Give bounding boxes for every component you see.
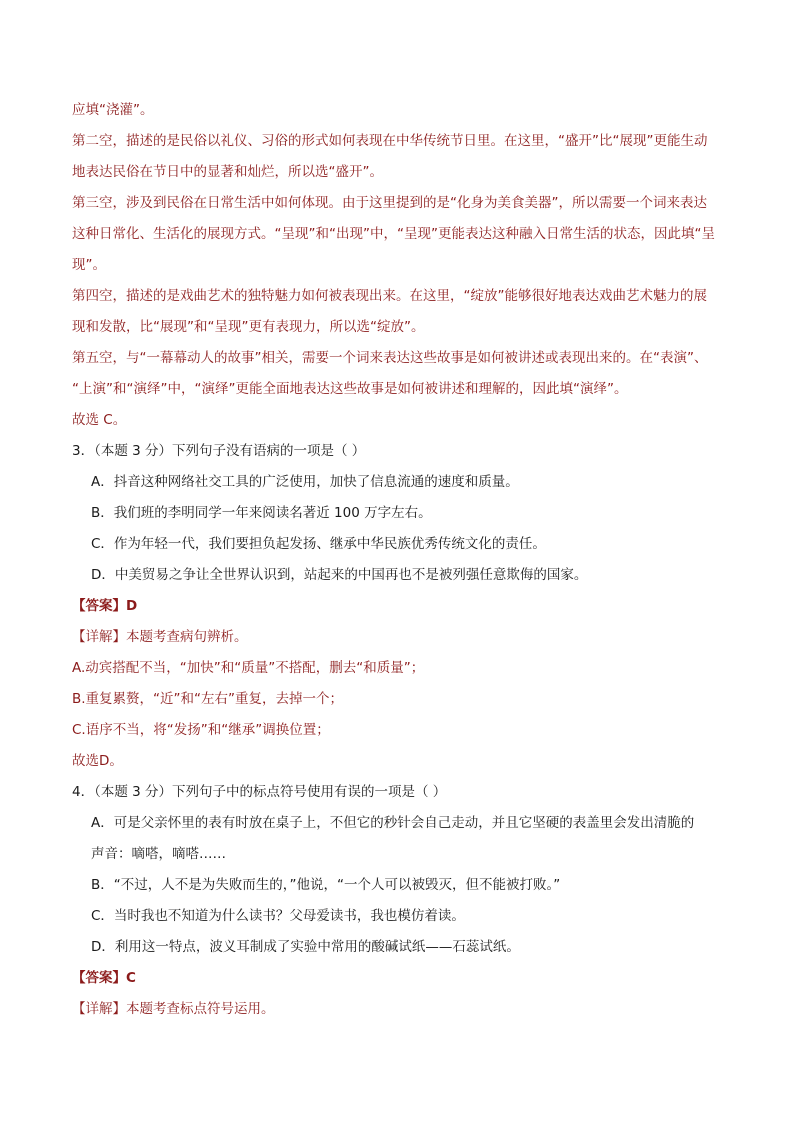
question-4-option-a: A．可是父亲怀里的表有时放在桌子上，不但它的秒针会自己走动，并且它坚硬的表盖里会发出清脆的 <box>91 815 695 831</box>
question-4-option-d: D．利用这一特点，波义耳制成了实验中常用的酸碱试纸——石蕊试纸。 <box>91 939 520 955</box>
question-4-option-b: B．“不过，人不是为失败而生的，”他说，“一个人可以被毁灭，但不能被打败。” <box>91 877 561 893</box>
question-3-explain-c: C.语序不当，将“发扬”和“继承”调换位置； <box>72 722 330 738</box>
analysis-line-4: 第三空，涉及到民俗在日常生活中如何体现。由于这里提到的是“化身为美食美器”，所以需要一个词来表达 <box>72 195 707 211</box>
analysis-line-3: 地表达民俗在节日中的显著和灿烂，所以选“盛开”。 <box>72 164 383 180</box>
question-4-explain-title: 【详解】本题考查标点符号运用。 <box>72 1001 275 1017</box>
analysis-line-9: 第五空，与“一幕幕动人的故事”相关，需要一个词来表达这些故事是如何被讲述或表现出来的。在“表演”、 <box>72 350 708 366</box>
conclusion-line: 故选 C。 <box>72 412 127 428</box>
question-3-option-c: C．作为年轻一代，我们要担负起发扬、继承中华民族优秀传统文化的责任。 <box>91 536 546 552</box>
analysis-line-7: 第四空，描述的是戏曲艺术的独特魅力如何被表现出来。在这里，“绽放”能够很好地表达戏曲艺术魅力的展 <box>72 288 707 304</box>
question-3-explain-b: B.重复累赘，“近”和“左右”重复，去掉一个； <box>72 691 344 707</box>
analysis-line-10: “上演”和“演绎”中，“演绎”更能全面地表达这些故事是如何被讲述和理解的，因此填“演绎”。 <box>72 381 628 397</box>
analysis-line-5: 这种日常化、生活化的展现方式。“呈现”和“出现”中，“呈现”更能表达这种融入日常生活的状态，因此填“呈 <box>72 226 715 242</box>
question-3-option-b: B．我们班的李明同学一年来阅读名著近 100 万字左右。 <box>91 505 432 521</box>
question-4-stem: 4．（本题 3 分）下列句子中的标点符号使用有误的一项是（ ） <box>72 784 447 800</box>
question-3-option-d: D．中美贸易之争让全世界认识到，站起来的中国再也不是被列强任意欺侮的国家。 <box>91 567 588 583</box>
question-3-answer: 【答案】D <box>72 598 138 614</box>
question-3-explain-a: A.动宾搭配不当，“加快”和“质量”不搭配，删去“和质量”； <box>72 660 425 676</box>
question-3-explain-title: 【详解】本题考查病句辨析。 <box>72 629 248 645</box>
analysis-line-1: 应填“浇灌”。 <box>72 102 154 118</box>
question-4-answer: 【答案】C <box>72 970 136 986</box>
analysis-line-6: 现”。 <box>72 257 106 273</box>
question-3-option-a: A．抖音这种网络社交工具的广泛使用，加快了信息流通的速度和质量。 <box>91 474 519 490</box>
question-4-option-a-cont: 声音：嘀嗒，嘀嗒…… <box>91 846 226 862</box>
analysis-line-8: 现和发散，比“展现”和“呈现”更有表现力，所以选“绽放”。 <box>72 319 425 335</box>
question-3-conclusion: 故选D。 <box>72 753 123 769</box>
question-4-option-c: C．当时我也不知道为什么读书？父母爱读书，我也模仿着读。 <box>91 908 465 924</box>
question-3-stem: 3．（本题 3 分）下列句子没有语病的一项是（ ） <box>72 443 366 459</box>
analysis-line-2: 第二空，描述的是民俗以礼仪、习俗的形式如何表现在中华传统节日里。在这里，“盛开”比“展现”更能生动 <box>72 133 708 149</box>
